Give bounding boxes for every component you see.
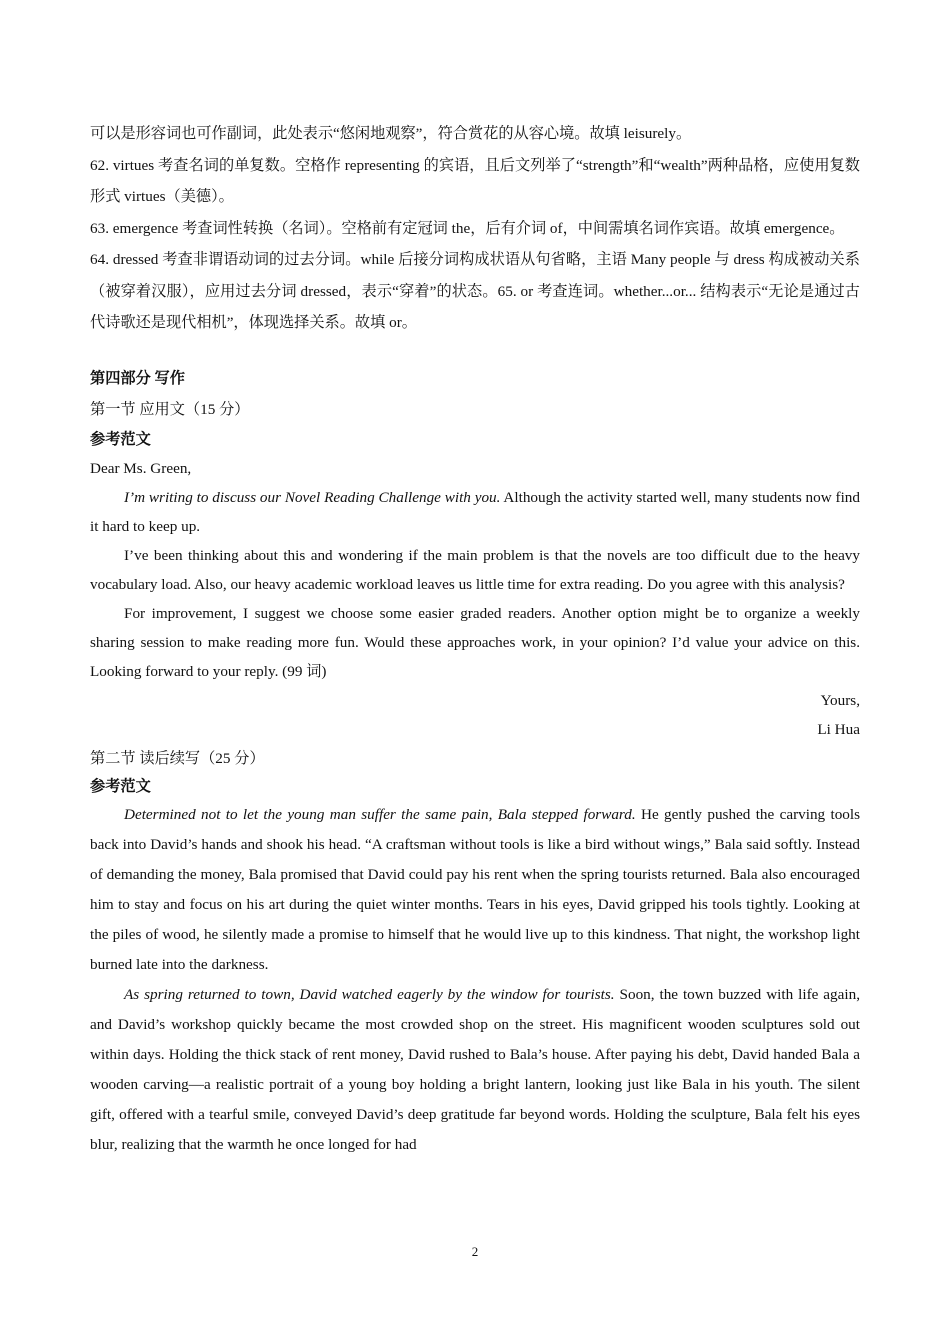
letter-paragraph-1 [90,483,860,541]
story-paragraph-1 [90,800,860,980]
page-number: 2 [471,1244,479,1259]
story-paragraph-2 [90,980,860,1160]
story-paragraph-2-italic: As spring returned to town, David watched eagerly by the window for tourists. [124,985,615,1003]
document-page [90,118,860,1160]
letter-signature: Li Hua [817,720,860,738]
answer-61-tail: 可以是形容词也可作副词，此处表示“悠闲地观察”，符合赏花的从容心境。故填 leisurely。 [90,125,692,142]
story-paragraph-2-rest: Soon, the town buzzed with life again, and David’s workshop quickly became the most crowded shop on the street. His magnificent wooden sculptures sold out within days. Holding the thick stack of rent money, David rushed to Bala’s house. After paying his debt, David handed Bala a wooden carving—a realistic portrait of a young boy holding a bright lantern, looking just like Bala in his youth. The silent gift, offered with a tearful smile, conveyed David’s deep gratitude far beyond words. Holding the sculpture, Bala felt his eyes blur, realizing that the warmth he once longed for had [90,985,860,1153]
letter-paragraph-1-italic: I’m writing to discuss our Novel Reading Challenge with you. [124,488,501,506]
part-four-title: 第四部分 写作 [90,369,185,387]
answer-64-65: 64. dressed 考查非谓语动词的过去分词。while 后接分词构成状语从句省略，主语 Many people 与 dress 构成被动关系（被穿着汉服），应用过去分词 dressed，表示“穿着”的状态。65. or 考查连词。whether...or... 结构表示“无论是通过古代诗歌还是现代相机”，体现选择关系。故填 or。 [90,251,860,331]
story-paragraph-1-italic: Determined not to let the young man suffer the same pain, Bala stepped forward. [124,805,636,823]
answer-62: 62. virtues 考查名词的单复数。空格作 representing 的宾语，且后文列举了“strength”和“wealth”两种品格，应使用复数形式 virtues（美德）。 [90,156,860,205]
section-two-model-label: 参考范文 [90,777,151,795]
story-paragraph-1-rest: He gently pushed the carving tools back into David’s hands and shook his head. “A craftsman without tools is like a bird without wings,” Bala said softly. Instead of demanding the money, Bala promised that David could pay his rent when the spring tourists returned. Bala also encouraged him to stay and focus on his art during the quiet winter months. Tears in his eyes, David gripped his tools tightly. Looking at the piles of wood, he silently made a promise to himself that he would live up to this kindness. That night, the workshop light burned late into the darkness. [90,805,861,973]
letter-salutation: Dear Ms. Green, [90,459,192,477]
section-one-title: 第一节 应用文（15 分） [90,400,250,418]
spacer [90,339,860,363]
letter-paragraph-2: I’ve been thinking about this and wondering if the main problem is that the novels are too difficult due to the heavy vocabulary load. Also, our heavy academic workload leaves us little time for extra reading. Do you agree with this analysis? [90,546,860,593]
letter-paragraph-1-rest: Although the activity started well, many students now find it hard to keep up. [90,488,860,535]
letter-paragraph-3: For improvement, I suggest we choose some easier graded readers. Another option might be to organize a weekly sharing session to make reading more fun. Would these approaches work, in your opinion? I’d value your advice on this. Looking forward to your reply. (99 词) [90,604,860,680]
answer-63: 63. emergence 考查词性转换（名词）。空格前有定冠词 the，后有介词 of，中间需填名词作宾语。故填 emergence。 [90,219,845,237]
letter-closing: Yours, [820,691,860,709]
section-two-title: 第二节 读后续写（25 分） [90,749,265,767]
section-one-model-label: 参考范文 [90,430,151,448]
